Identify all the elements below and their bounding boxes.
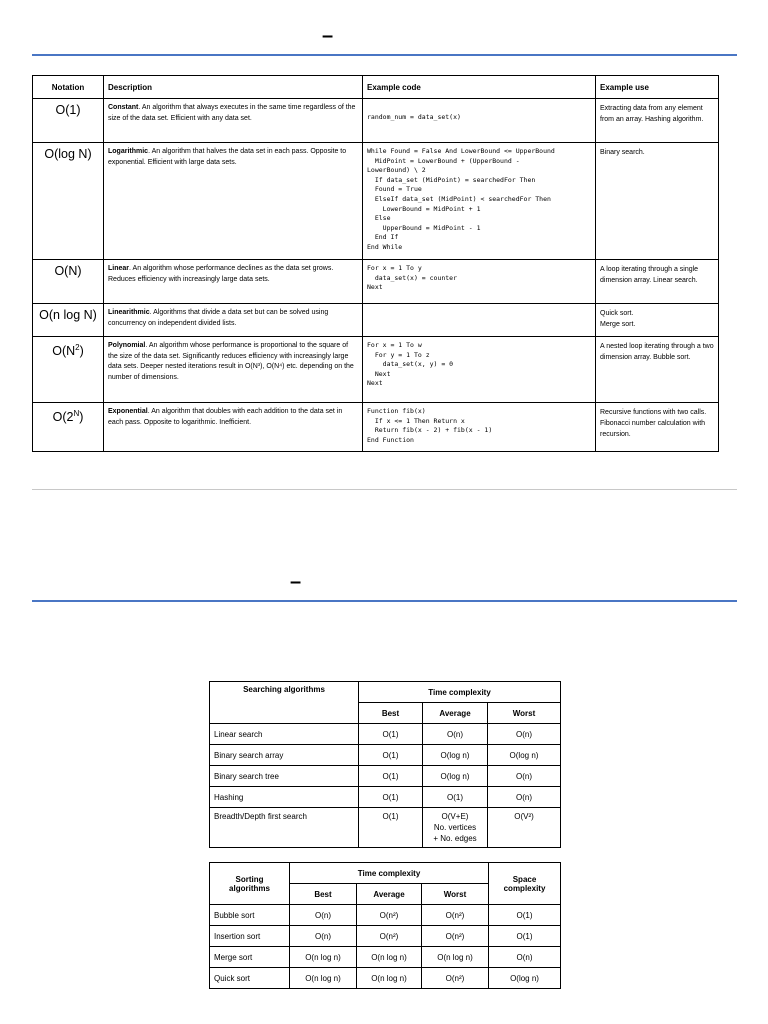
average-case: O(1) — [423, 787, 488, 808]
description-text: . Algorithms that divide a data set but can be solved using concurrency on independent divided lists. — [108, 309, 329, 327]
header-worst: Worst — [488, 703, 561, 724]
description-cell — [104, 337, 363, 403]
best-case: O(n log n) — [290, 947, 357, 968]
space-complexity: O(1) — [489, 926, 561, 947]
term: Polynomial — [108, 342, 146, 349]
table-row — [33, 99, 719, 143]
best-case: O(1) — [359, 808, 423, 848]
algorithm-name: Insertion sort — [210, 926, 290, 947]
header-best: Best — [290, 884, 357, 905]
use-cell: Binary search. — [596, 143, 719, 260]
table-row — [210, 947, 561, 968]
algorithm-name: Breadth/Depth first search — [210, 808, 359, 848]
table-row — [210, 766, 561, 787]
term: Logarithmic — [108, 148, 149, 155]
table-header-row — [210, 682, 561, 703]
table-row — [33, 337, 719, 403]
algorithm-name: Quick sort — [210, 968, 290, 989]
table-row — [33, 260, 719, 304]
term: Constant — [108, 104, 139, 111]
code-cell: While Found = False And LowerBound <= UpperBound MidPoint = LowerBound + (UpperBound - LowerBound) \ 2 If data_set (MidPoint) = searchedFor Then Found = True ElseIf data_set (MidPoint) < searchedFor Then LowerBound = MidPoint + 1 Else UpperBound = MidPoint - 1 End If End While — [363, 143, 596, 260]
header-worst: Worst — [422, 884, 489, 905]
worst-case: O(n²) — [422, 968, 489, 989]
notation-close: ) — [79, 410, 84, 425]
best-case: O(n) — [290, 926, 357, 947]
average-case: O(n log n) — [357, 968, 422, 989]
worst-case: O(V²) — [488, 808, 561, 848]
description-cell — [104, 143, 363, 260]
searching-algorithms-table — [209, 681, 561, 848]
header-average: Average — [423, 703, 488, 724]
use-cell: Extracting data from any element from an array. Hashing algorithm. — [596, 99, 719, 143]
worst-case: O(n) — [488, 724, 561, 745]
best-case: O(1) — [359, 724, 423, 745]
sorting-algorithms-table — [209, 862, 561, 989]
notation-cell — [33, 403, 104, 452]
header-time-complexity: Time complexity — [359, 682, 561, 703]
average-case: O(n²) — [357, 926, 422, 947]
worst-case: O(n²) — [422, 926, 489, 947]
header-searching-algorithms: Searching algorithms — [210, 682, 359, 724]
best-case: O(n log n) — [290, 968, 357, 989]
code-cell: Function fib(x) If x <= 1 Then Return x Return fib(x - 2) + fib(x - 1) End Function — [363, 403, 596, 452]
description-cell — [104, 99, 363, 143]
table-row — [33, 143, 719, 260]
best-case: O(1) — [359, 787, 423, 808]
best-case: O(1) — [359, 745, 423, 766]
use-cell: Quick sort. Merge sort. — [596, 304, 719, 337]
code-cell — [363, 304, 596, 337]
use-cell: Recursive functions with two calls. Fibonacci number calculation with recursion. — [596, 403, 719, 452]
term: Linear — [108, 265, 130, 272]
table-header-row — [210, 863, 561, 884]
table-row — [33, 403, 719, 452]
algorithm-name: Binary search array — [210, 745, 359, 766]
header-time-complexity: Time complexity — [290, 863, 489, 884]
algorithm-name: Bubble sort — [210, 905, 290, 926]
header-notation: Notation — [33, 76, 104, 99]
notation-cell: O(1) — [33, 99, 104, 143]
code-cell: For x = 1 To w For y = 1 To z data_set(x, y) = 0 Next Next — [363, 337, 596, 403]
description-cell — [104, 304, 363, 337]
section-rule-1 — [32, 54, 737, 56]
term: Exponential — [108, 408, 148, 415]
header-example-use: Example use — [596, 76, 719, 99]
average-case: O(log n) — [423, 766, 488, 787]
table-row — [210, 905, 561, 926]
space-complexity: O(n) — [489, 947, 561, 968]
code-cell: For x = 1 To y data_set(x) = counter Next — [363, 260, 596, 304]
header-space-complexity: Space complexity — [489, 863, 561, 905]
average-line-2: No. vertices — [433, 823, 477, 832]
algorithm-name: Hashing — [210, 787, 359, 808]
big-o-header-row — [33, 76, 719, 99]
table-row — [210, 787, 561, 808]
description-cell — [104, 403, 363, 452]
average-case: O(n log n) — [357, 947, 422, 968]
header-sorting-algorithms: Sorting algorithms — [210, 863, 290, 905]
worst-case: O(log n) — [488, 745, 561, 766]
table-row — [210, 968, 561, 989]
notation-cell — [33, 337, 104, 403]
section-rule-2 — [32, 600, 737, 602]
table-row — [210, 724, 561, 745]
description-text: . An algorithm that doubles with each addition to the data set in each pass. Opposite to logarithmic. Inefficient. — [108, 408, 343, 426]
average-case — [423, 808, 488, 848]
table-row — [33, 304, 719, 337]
use-cell: A loop iterating through a single dimension array. Linear search. — [596, 260, 719, 304]
heading-dash-2: – — [290, 571, 302, 593]
average-case: O(log n) — [423, 745, 488, 766]
heading-dash-1: – — [322, 25, 334, 47]
notation-close: ) — [79, 344, 84, 359]
code-cell: random_num = data_set(x) — [363, 99, 596, 143]
term: Linearithmic — [108, 309, 150, 316]
table-row — [210, 745, 561, 766]
average-line-3: + No. edges — [433, 834, 477, 843]
notation-cell: O(log N) — [33, 143, 104, 260]
worst-case: O(n²) — [422, 905, 489, 926]
notation-exponent: 2 — [75, 343, 80, 352]
table-row — [210, 808, 561, 848]
notation-base: O(N — [52, 344, 76, 359]
space-complexity: O(log n) — [489, 968, 561, 989]
header-description: Description — [104, 76, 363, 99]
notation-exponent: N — [73, 409, 80, 418]
use-cell: A nested loop iterating through a two dimension array. Bubble sort. — [596, 337, 719, 403]
worst-case: O(n log n) — [422, 947, 489, 968]
header-example-code: Example code — [363, 76, 596, 99]
table-row — [210, 926, 561, 947]
description-text: . An algorithm whose performance declines as the data set grows. Reduces efficiency with increasingly large data sets. — [108, 265, 334, 283]
notation-base: O(2 — [52, 410, 74, 425]
notation-cell: O(N) — [33, 260, 104, 304]
best-case: O(1) — [359, 766, 423, 787]
algorithm-name: Linear search — [210, 724, 359, 745]
best-case: O(n) — [290, 905, 357, 926]
average-line-1: O(V+E) — [441, 812, 469, 821]
description-text: . An algorithm that halves the data set in each pass. Opposite to exponential. Efficient with large data sets. — [108, 148, 347, 166]
header-average: Average — [357, 884, 422, 905]
average-case: O(n) — [423, 724, 488, 745]
section-divider — [32, 489, 737, 490]
notation-cell: O(n log N) — [33, 304, 104, 337]
algorithm-name: Merge sort — [210, 947, 290, 968]
worst-case: O(n) — [488, 787, 561, 808]
algorithm-name: Binary search tree — [210, 766, 359, 787]
header-best: Best — [359, 703, 423, 724]
description-text: . An algorithm whose performance is proportional to the square of the size of the data set. Significantly reduces efficiency with increasingly large data sets. Deeper nested iterations result in O(N³), O(N⁴) etc. depending on the number of dimensions. — [108, 342, 354, 381]
description-text: . An algorithm that always executes in the same time regardless of the size of the data set. Efficient with any data set. — [108, 104, 356, 122]
average-case: O(n²) — [357, 905, 422, 926]
space-complexity: O(1) — [489, 905, 561, 926]
description-cell — [104, 260, 363, 304]
big-o-table — [32, 75, 719, 452]
worst-case: O(n) — [488, 766, 561, 787]
